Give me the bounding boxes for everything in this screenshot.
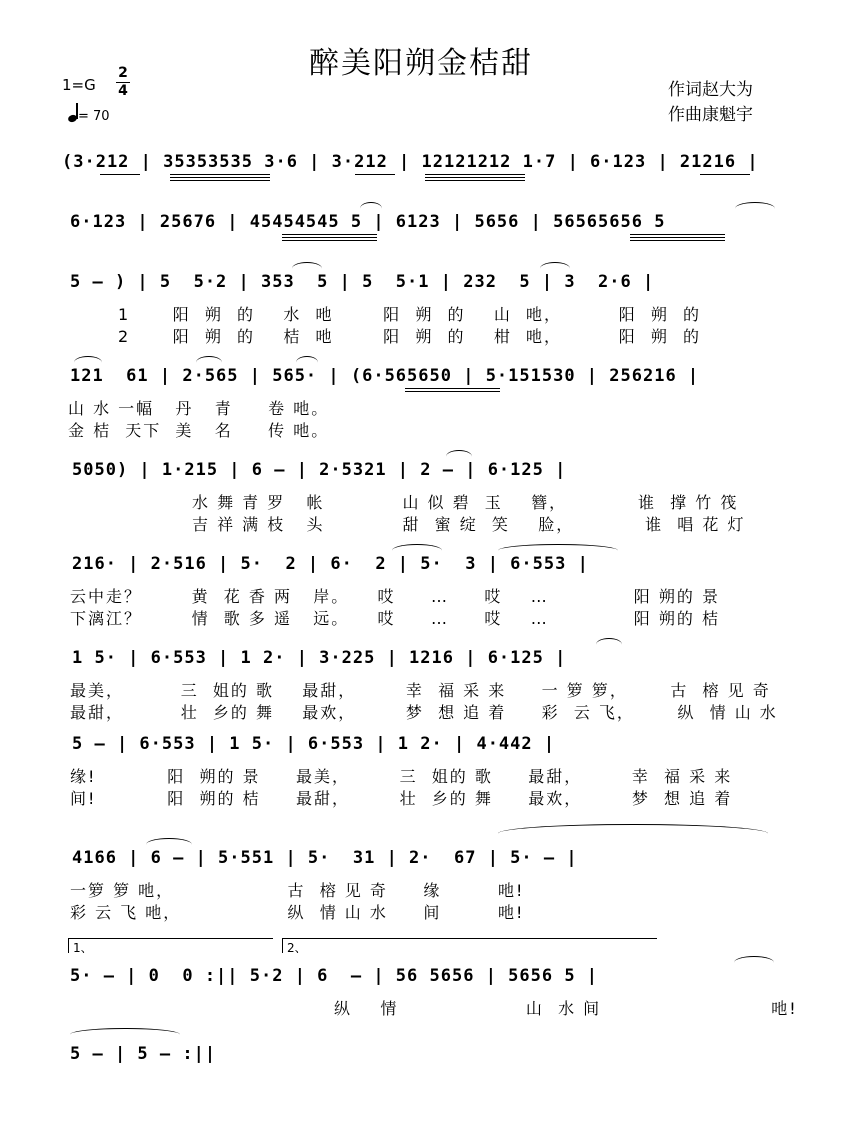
lyric-verse-2: 2 阳 朔 的 桔 吔 阳 朔 的 柑 吔， 阳 朔 的 — [118, 327, 702, 346]
notation-line: 4166 | 6 – | 5·551 | 5· 31 | 2· 67 | 5· – | — [72, 848, 578, 868]
score-row — [0, 734, 842, 834]
notation-line: 121 61 | 2·565 | 565· | (6·565650 | 5·151530 | 256216 | — [70, 366, 700, 386]
notation-line: (3·212 | 35353535 3·6 | 3·212 | 12121212 1·7 | 6·123 | 21216 | — [62, 152, 759, 172]
notation-line: 6·123 | 25676 | 45454545 5 | 6123 | 5656 | 56565656 5 — [70, 212, 666, 232]
credits — [668, 78, 753, 128]
lyric-verse-1: 最美， 三 姐的 歌 最甜， 幸 福 采 来 一 箩 箩， 古 榕 见 奇 — [70, 681, 771, 700]
notation-line: 5· – | 0 0 :|| 5·2 | 6 – | 56 5656 | 5656 5 | — [70, 966, 599, 986]
tempo-value: = 70 — [78, 109, 110, 124]
time-signature-bottom: 4 — [118, 83, 128, 99]
lyric-verse-1: 水 舞 青 罗 帐 山 似 碧 玉 簪， 谁 撑 竹 筏 — [192, 493, 739, 512]
score-row — [0, 272, 842, 372]
lyric-verse-2: 金 桔 天下 美 名 传 吔。 — [68, 421, 330, 440]
score-row — [0, 648, 842, 748]
lyric-verse-1: 云中走？ 黄 花 香 两 岸。 哎 … 哎 … 阳 朔的 景 — [70, 587, 720, 606]
lyric-verse-2: 间! 阳 朔的 桔 最甜， 壮 乡的 舞 最欢， 梦 想 追 着 — [70, 789, 733, 808]
score-row — [0, 1044, 842, 1144]
composer: 作曲康魁宇 — [668, 105, 753, 125]
score-row — [0, 366, 842, 466]
notation-line: 1 5· | 6·553 | 1 2· | 3·225 | 1216 | 6·125 | — [72, 648, 567, 668]
key-signature: 1=G — [62, 76, 96, 94]
score-row — [0, 848, 842, 948]
volta-first-ending: 1、 — [68, 938, 273, 953]
time-signature — [116, 66, 130, 99]
lyric-verse-1: 1 阳 朔 的 水 吔 阳 朔 的 山 吔， 阳 朔 的 — [118, 305, 702, 324]
tempo-marking — [68, 104, 110, 124]
lyricist: 作词赵大为 — [668, 80, 753, 100]
lyric-verse-1: 一箩 箩 吔， 古 榕 见 奇 缘 吔! — [70, 881, 525, 900]
notation-line: 5 – ) | 5 5·2 | 353 5 | 5 5·1 | 232 5 | 3 2·6 | — [70, 272, 655, 292]
score-row — [0, 554, 842, 654]
lyric-verse-2: 吉 祥 满 枝 头 甜 蜜 绽 笑 脸， 谁 唱 花 灯 — [192, 515, 746, 534]
lyric-verse-2: 最甜， 壮 乡的 舞 最欢， 梦 想 追 着 彩 云 飞， 纵 情 山 水 — [70, 703, 778, 722]
lyric-verse-1: 纵 情 山 水 间 吔! — [334, 999, 798, 1018]
quarter-note-icon — [68, 104, 78, 122]
lyric-verse-2: 彩 云 飞 吔， 纵 情 山 水 间 吔! — [70, 903, 525, 922]
notation-line: 5 – | 5 – :|| — [70, 1044, 217, 1064]
lyric-verse-1: 山 水 一幅 丹 青 卷 吔。 — [68, 399, 330, 418]
volta-second-ending: 2、 — [282, 938, 657, 953]
lyric-verse-2: 下漓江？ 情 歌 多 遥 远。 哎 … 哎 … 阳 朔的 桔 — [70, 609, 720, 628]
time-signature-top: 2 — [118, 65, 128, 81]
lyric-verse-1: 缘! 阳 朔的 景 最美， 三 姐的 歌 最甜， 幸 福 采 来 — [70, 767, 733, 786]
notation-line: 5 – | 6·553 | 1 5· | 6·553 | 1 2· | 4·442 | — [72, 734, 556, 754]
notation-line: 5050) | 1·215 | 6 – | 2·5321 | 2 – | 6·125 | — [72, 460, 567, 480]
notation-line: 216· | 2·516 | 5· 2 | 6· 2 | 5· 3 | 6·553 | — [72, 554, 589, 574]
song-title: 醉美阳朔金桔甜 — [309, 46, 533, 81]
